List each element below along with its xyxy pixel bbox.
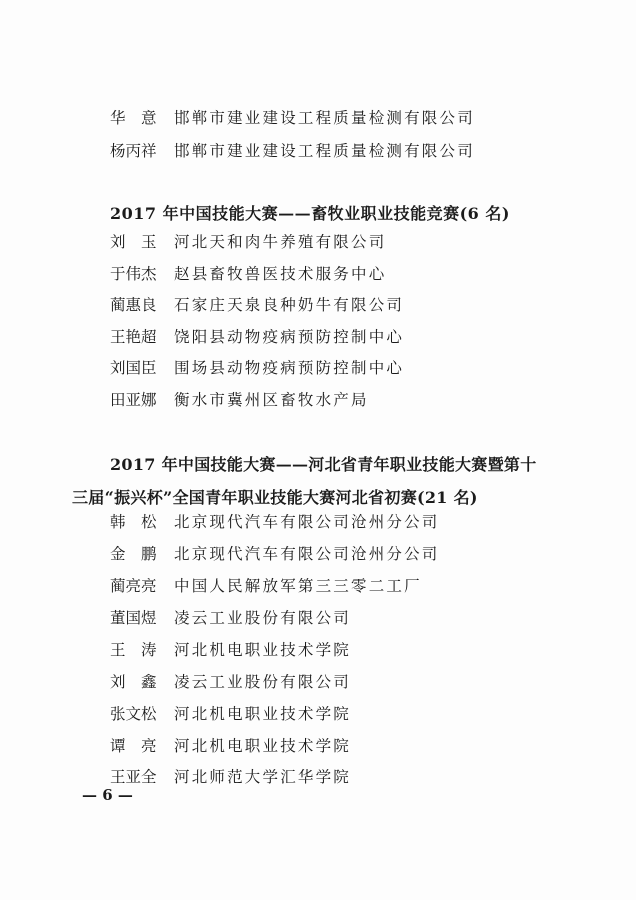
person-name: 王艳超 (110, 328, 157, 346)
person-name: 刘 玉 (110, 233, 157, 251)
list-item (0, 135, 475, 165)
person-name: 刘 鑫 (110, 673, 157, 691)
person-name: 董国煜 (110, 609, 157, 627)
organization: 中国人民解放军第三三零二工厂 (174, 577, 422, 595)
list-item (0, 761, 351, 791)
list-item (0, 634, 351, 664)
person-name: 张文松 (110, 705, 157, 723)
person-name: 王亚全 (110, 768, 157, 786)
section-heading: 2017 年中国技能大赛——畜牧业职业技能竞赛(6 名) (110, 204, 510, 223)
person-name: 王 涛 (110, 641, 157, 659)
person-name: 蔺亮亮 (110, 577, 157, 595)
person-name: 谭 亮 (110, 737, 157, 755)
list-item (0, 352, 404, 382)
organization: 石家庄天泉良种奶牛有限公司 (174, 296, 405, 314)
organization: 河北机电职业技术学院 (174, 641, 352, 659)
list-item (0, 384, 369, 414)
organization: 河北机电职业技术学院 (174, 705, 352, 723)
list-item (0, 538, 440, 568)
organization: 北京现代汽车有限公司沧州分公司 (174, 545, 440, 563)
person-name: 于伟杰 (110, 265, 157, 283)
organization: 北京现代汽车有限公司沧州分公司 (174, 513, 440, 531)
person-name: 蔺惠良 (110, 296, 157, 314)
person-name: 韩 松 (110, 513, 157, 531)
list-item (0, 289, 404, 319)
list-item (0, 102, 475, 132)
person-name: 刘国臣 (110, 359, 157, 377)
page-number: — 6 — (82, 786, 133, 804)
person-name: 田亚娜 (110, 391, 157, 409)
person-name: 杨丙祥 (110, 142, 157, 160)
list-item (0, 730, 351, 760)
list-item (0, 506, 440, 536)
list-item (0, 698, 351, 728)
organization: 邯郸市建业建设工程质量检测有限公司 (174, 109, 475, 127)
section-heading: 2017 年中国技能大赛——河北省青年职业技能大赛暨第十 (110, 455, 537, 474)
person-name: 华 意 (110, 109, 157, 127)
list-item (0, 321, 404, 351)
organization: 凌云工业股份有限公司 (174, 673, 352, 691)
organization: 赵县畜牧兽医技术服务中心 (174, 265, 387, 283)
list-item (0, 570, 422, 600)
list-item (0, 226, 386, 256)
section-heading-continued: 三届“振兴杯”全国青年职业技能大赛河北省初赛(21 名) (72, 488, 478, 507)
organization: 河北天和肉牛养殖有限公司 (174, 233, 387, 251)
organization: 河北师范大学汇华学院 (174, 768, 352, 786)
organization: 饶阳县动物疫病预防控制中心 (174, 328, 405, 346)
organization: 凌云工业股份有限公司 (174, 609, 352, 627)
list-item (0, 602, 351, 632)
organization: 围场县动物疫病预防控制中心 (174, 359, 405, 377)
list-item (0, 258, 386, 288)
organization: 河北机电职业技术学院 (174, 737, 352, 755)
person-name: 金 鹏 (110, 545, 157, 563)
list-item (0, 666, 351, 696)
organization: 邯郸市建业建设工程质量检测有限公司 (174, 142, 475, 160)
organization: 衡水市冀州区畜牧水产局 (174, 391, 369, 409)
